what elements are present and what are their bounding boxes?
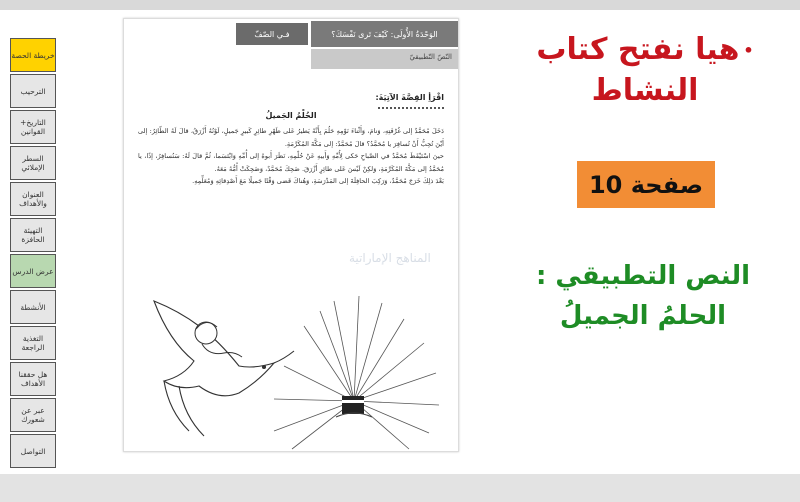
section-label: النّصّ التّطبيقيّ [409, 53, 452, 61]
sidebar-item-2[interactable]: الترحيب [10, 74, 56, 108]
open-book-text: هيا نفتح كتاب النشاط [536, 32, 740, 108]
story-title: الحُلْمُ الجَميلُ [265, 111, 317, 120]
top-bar [0, 0, 800, 10]
unit-title: الوَحْدَةُ الأُولَى: كَيْفَ تَرى نَفْسَكَ؟ [311, 21, 458, 47]
bullet-icon: • [743, 40, 754, 60]
story-paragraph: دَخَلَ مُحَمَّدٌ إلى غُرْفَتِهِ، وَنامَ، وَأَثْناءَ نَوْمِهِ حَلُمَ بِأَنَّهُ يَطيرُ عَلى ظَهْرِ طائِرٍ كَبيرٍ جَميلٍ، لَوْنُهُ أَزْرَقُ، قالَ لَهُ الطّائِرُ: إلى أَيْنَ تُحِبُّ أَنْ تُسافِرَ يا مُحَمَّدُ؟ قالَ مُحَمَّدٌ: إلى مَكَّةَ المُكَرَّمَةِ. [138, 127, 444, 148]
sidebar-item-3[interactable]: التاريخ+ القوانين [10, 110, 56, 144]
sidebar-item-8[interactable]: الأنشطة [10, 290, 56, 324]
watermark: المناهج الإماراتية [349, 251, 431, 265]
sidebar-item-12[interactable]: التواصل [10, 434, 56, 468]
story-paragraph: بَعْدَ ذلِكَ خَرَجَ مُحَمَّدٌ، وَرَكِبَ الحافِلَةَ إلى المَدْرَسَةِ، وَهُناكَ قَضى وَقْتًا جَميلًا مَعَ أَصْدِقائِهِ وَمُعَلِّمِهِ. [192, 177, 444, 186]
story-body [138, 125, 444, 188]
class-tag: فـي الصّفّ [236, 23, 308, 45]
bird-icon [154, 301, 294, 436]
read-instruction: اقْرَأِ القِصَّةَ الآتِيَةَ: [375, 93, 444, 102]
page-number-badge: صفحة 10 [577, 161, 715, 208]
light-rays [274, 296, 439, 449]
bottom-bar [0, 474, 800, 502]
applied-text-heading: النص التطبيقي : الحلمُ الجميلُ [535, 261, 751, 331]
story-paragraph: حينَ اسْتَيْقَظَ مُحَمَّدٌ في الصَّباحِ حَكى لِأُمِّهِ وَأَبيهِ عَنْ حُلْمِهِ، نَظَرَ أَبوهُ إلى أُمِّهِ وَابْتَسَما، ثُمَّ قالَ لَهُ: سَنُسافِرُ، إذًا، يا مُحَمَّدُ إلى مَكَّةَ المُكَرَّمَةِ، وَلكِنْ لَيْسَ عَلى طائِرٍ أَزْرَقَ. ضَحِكَ مُحَمَّدٌ، وَضَحِكَتْ أُمُّهُ مَعَهُ. [138, 152, 444, 173]
bird-and-kaaba-illustration [124, 281, 458, 451]
sidebar-item-1[interactable]: خريطة الحصة [10, 38, 56, 72]
sidebar-item-11[interactable]: عبر عن شعورك [10, 398, 56, 432]
activity-book-page [123, 18, 459, 452]
section-band [311, 49, 458, 69]
sidebar-item-10[interactable]: هل حققنا الأهداف [10, 362, 56, 396]
sidebar-item-4[interactable]: السطر الإملائي [10, 146, 56, 180]
open-activity-book-heading [500, 30, 790, 111]
lesson-map-sidebar [10, 38, 56, 470]
sidebar-item-6[interactable]: التهيئة الحافزة [10, 218, 56, 252]
sidebar-item-9[interactable]: التغذية الراجعة [10, 326, 56, 360]
sidebar-item-7[interactable]: عرض الدرس [10, 254, 56, 288]
sidebar-item-5[interactable]: العنوان والأهداف [10, 182, 56, 216]
